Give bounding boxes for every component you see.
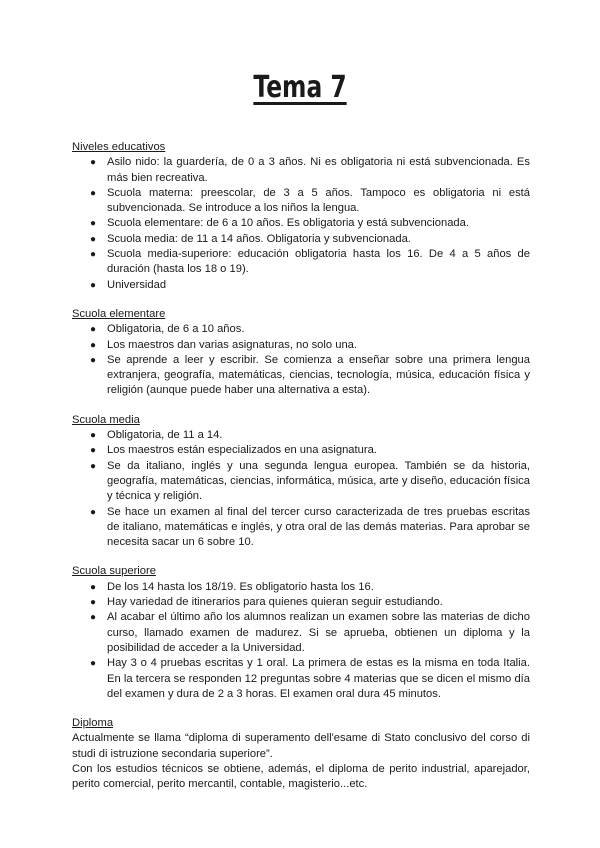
list-item [72, 428, 530, 443]
list-item-text: Se aprende a leer y escribir. Se comienza a enseñar sobre una primera lengua extranjera, geografía, matemáticas, ciencias, tecnología, música, educación física y religión (aunque puede haber una alternativa a esta). [107, 353, 530, 397]
bullet-icon: ● [90, 339, 97, 351]
sections [72, 140, 530, 702]
bullet-icon: ● [90, 249, 97, 261]
list-item [72, 216, 530, 231]
bullet-icon: ● [90, 506, 97, 518]
section-heading: Niveles educativos [72, 141, 166, 153]
section-heading: Scuola superiore [72, 565, 156, 578]
list-item [72, 505, 530, 551]
bullet-icon: ● [90, 187, 97, 199]
diploma-paragraph: Con los estudios técnicos se obtiene, además, el diploma de perito industrial, aparejador, perito comercial, perito mercantil, contable, magisterio...etc. [72, 762, 530, 791]
bullet-list [72, 322, 530, 398]
list-item [72, 232, 530, 247]
list-item-text: Scuola materna: preescolar, de 3 a 5 años. Tampoco es obligatoria ni está subvencionada. Se introduce a los niños la lengua. [107, 186, 530, 215]
list-item [72, 353, 530, 399]
list-item-text: Obligatoria, de 11 a 14. [107, 429, 223, 442]
list-item [72, 247, 530, 278]
list-item-text: Al acabar el último año los alumnos realizan un examen sobre las materias de dicho curso, llamado examen de madurez. Si se aprueba, obtienen un diploma y la posibilidad de acceder a la Universidad. [107, 611, 530, 654]
list-item [72, 610, 530, 656]
section [72, 564, 530, 702]
list-item-text: Scuola elementare: de 6 a 10 años. Es obligatoria y está subvencionada. [107, 217, 469, 230]
bullet-icon: ● [90, 354, 97, 366]
list-item-text: Universidad [107, 278, 167, 291]
bullet-icon: ● [90, 658, 97, 670]
bullet-icon: ● [90, 445, 97, 457]
bullet-list [72, 580, 530, 702]
bullet-list [72, 428, 530, 550]
list-item-text: Asilo nido: la guardería, de 0 a 3 años. Ni es obligatoria ni está subvencionada. Es más bien recreativa. [107, 156, 530, 184]
bullet-icon: ● [90, 324, 97, 336]
bullet-icon: ● [90, 233, 97, 245]
list-item [72, 459, 530, 505]
section-heading: Scuola elementare [72, 307, 166, 320]
bullet-icon: ● [90, 157, 97, 169]
list-item-text: Hay 3 o 4 pruebas escritas y 1 oral. La primera de estas es la misma en toda Italia. En la tercera se responden 12 preguntas sobre 4 materias que se dicen el mismo día del examen y dura de 2 a 3 horas. El examen oral dura 45 minutos. [107, 657, 530, 700]
list-item [72, 186, 530, 217]
list-item-text: Scuola media-superiore: educación obligatoria hasta los 16. De 4 a 5 años de duración (hasta los 18 o 19). [107, 248, 530, 276]
page-title: Tema 7 [253, 70, 347, 105]
list-item-text: Los maestros dan varias asignaturas, no solo una. [107, 338, 357, 351]
section [72, 307, 530, 399]
list-item-text: Scuola media: de 11 a 14 años. Obligatoria y subvencionada. [107, 232, 411, 245]
bullet-icon: ● [90, 218, 97, 230]
list-item-text: Obligatoria, de 6 a 10 años. [107, 323, 245, 336]
bullet-icon: ● [90, 612, 97, 624]
list-item [72, 155, 530, 186]
bullet-icon: ● [90, 460, 97, 472]
list-item [72, 278, 530, 293]
list-item-text: Los maestros están especializados en una asignatura. [107, 444, 377, 457]
bullet-icon: ● [90, 597, 97, 609]
bullet-icon: ● [90, 581, 97, 593]
list-item-text: De los 14 hasta los 18/19. Es obligatorio hasta los 16. [107, 580, 374, 593]
list-item [72, 322, 530, 337]
section-heading: Diploma [72, 717, 114, 730]
document-body [72, 140, 530, 807]
list-item [72, 595, 530, 610]
section-heading: Scuola media [72, 413, 140, 426]
list-item [72, 443, 530, 458]
section [72, 140, 530, 293]
list-item [72, 580, 530, 595]
bullet-icon: ● [90, 279, 97, 291]
list-item [72, 338, 530, 353]
section-diploma [72, 716, 530, 792]
list-item-text: Se hace un examen al final del tercer curso caracterizada de tres pruebas escritas de italiano, matemáticas e inglés, y otra oral de las demás materias. Para aprobar se necesita sacar un 6 sobre 10. [107, 505, 530, 549]
list-item-text: Hay variedad de itinerarios para quienes quieran seguir estudiando. [107, 596, 443, 609]
bullet-list [72, 155, 530, 293]
diploma-paragraph: Actualmente se llama “diploma di superamento dell'esame di Stato conclusivo del corso di studi di istruzione secondaria superiore”. [72, 732, 530, 760]
list-item-text: Se da italiano, inglés y una segunda lengua europea. También se da historia, geografía, matemáticas, ciencias, informática, música, arte y diseño, educación física y técnica y religión. [107, 459, 530, 503]
bullet-icon: ● [90, 430, 97, 442]
list-item [72, 656, 530, 702]
section [72, 413, 530, 551]
